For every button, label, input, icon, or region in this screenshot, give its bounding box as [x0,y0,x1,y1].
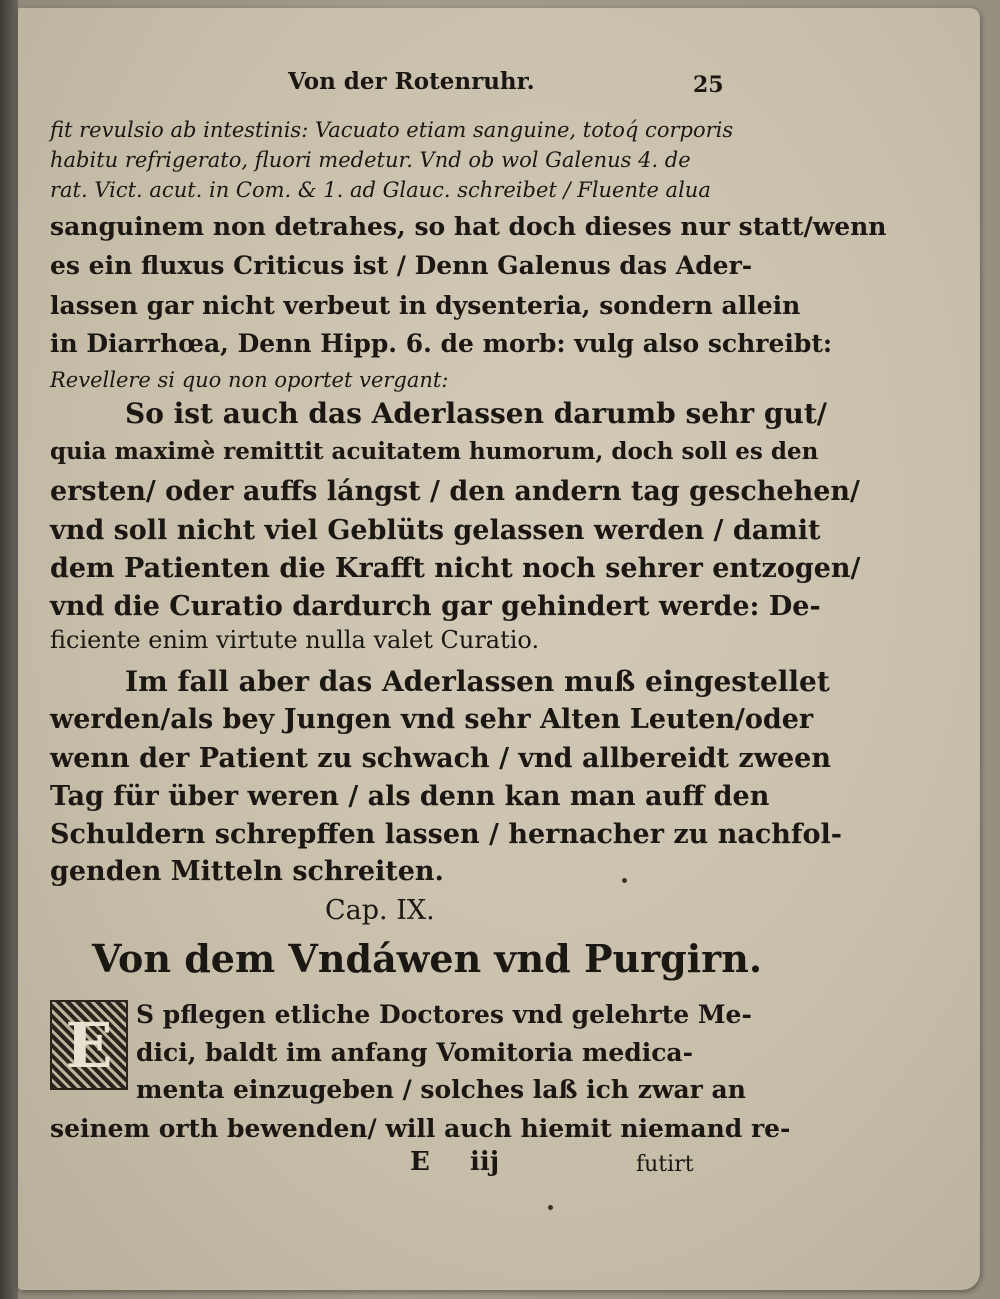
ink-spot [548,1205,553,1210]
text-line-19: Tag für über weren / als denn kan man auff den [50,781,770,812]
signature-mark: E [410,1147,430,1177]
running-title: Von der Rotenruhr. [288,68,535,95]
text-line-16: Im fall aber das Aderlassen muß eingestellet [125,665,830,698]
text-line-12: vnd soll nicht viel Geblüts gelassen werden / damit [50,515,821,546]
text-line-9: So ist auch das Aderlassen darumb sehr gut/ [125,397,828,430]
text-line-10: quia maximè remittit acuitatem humorum, doch soll es den [50,438,819,465]
page-number: 25 [693,72,724,98]
chapter-heading: Von dem Vndáwen vnd Purgirn. [92,936,763,981]
chapter-line-3: menta einzugeben / solches laß ich zwar an [136,1075,746,1104]
text-line-13: dem Patienten die Krafft nicht noch sehrer entzogen/ [50,553,861,584]
text-line-17: werden/als bey Jungen vnd sehr Alten Leuten/oder [50,704,814,735]
ink-spot [622,878,627,883]
text-line-1: fit revulsio ab intestinis: Vacuato etiam sanguine, totoq́ corporis [50,118,734,142]
binding-shadow [0,0,18,1299]
text-line-4: sanguinem non detrahes, so hat doch dieses nur statt/wenn [50,212,887,241]
text-line-20: Schuldern schrepffen lassen / hernacher zu nachfol- [50,819,842,850]
text-line-3: rat. Vict. acut. in Com. & 1. ad Glauc. schreibet / Fluente alua [50,178,711,202]
text-line-2: habitu refrigerato, fluori medetur. Vnd ob wol Galenus 4. de [50,148,691,172]
chapter-line-2: dici, baldt im anfang Vomitoria medica- [136,1038,694,1067]
text-line-21: genden Mitteln schreiten. [50,856,444,887]
catchword: futirt [636,1152,694,1177]
text-line-15: ficiente enim virtute nulla valet Curatio. [50,626,540,654]
text-line-11: ersten/ oder auffs lángst / den andern tag geschehen/ [50,476,860,507]
chapter-line-4: seinem orth bewenden/ will auch hiemit niemand re- [50,1114,791,1143]
text-line-18: wenn der Patient zu schwach / vnd allbereidt zween [50,743,831,774]
chapter-number: Cap. IX. [325,895,435,926]
text-line-7: in Diarrhœa, Denn Hipp. 6. de morb: vulg also schreibt: [50,329,833,358]
text-line-8: Revellere si quo non oportet vergant: [50,368,449,392]
text-line-14: vnd die Curatio dardurch gar gehindert werde: De- [50,591,821,622]
chapter-line-1: S pflegen etliche Doctores vnd gelehrte Me- [136,1000,752,1029]
text-line-6: lassen gar nicht verbeut in dysenteria, sondern allein [50,291,801,320]
text-line-5: es ein fluxus Criticus ist / Denn Galenus das Ader- [50,251,753,280]
signature-number: iij [470,1147,500,1177]
decorated-initial: E [50,1000,128,1090]
